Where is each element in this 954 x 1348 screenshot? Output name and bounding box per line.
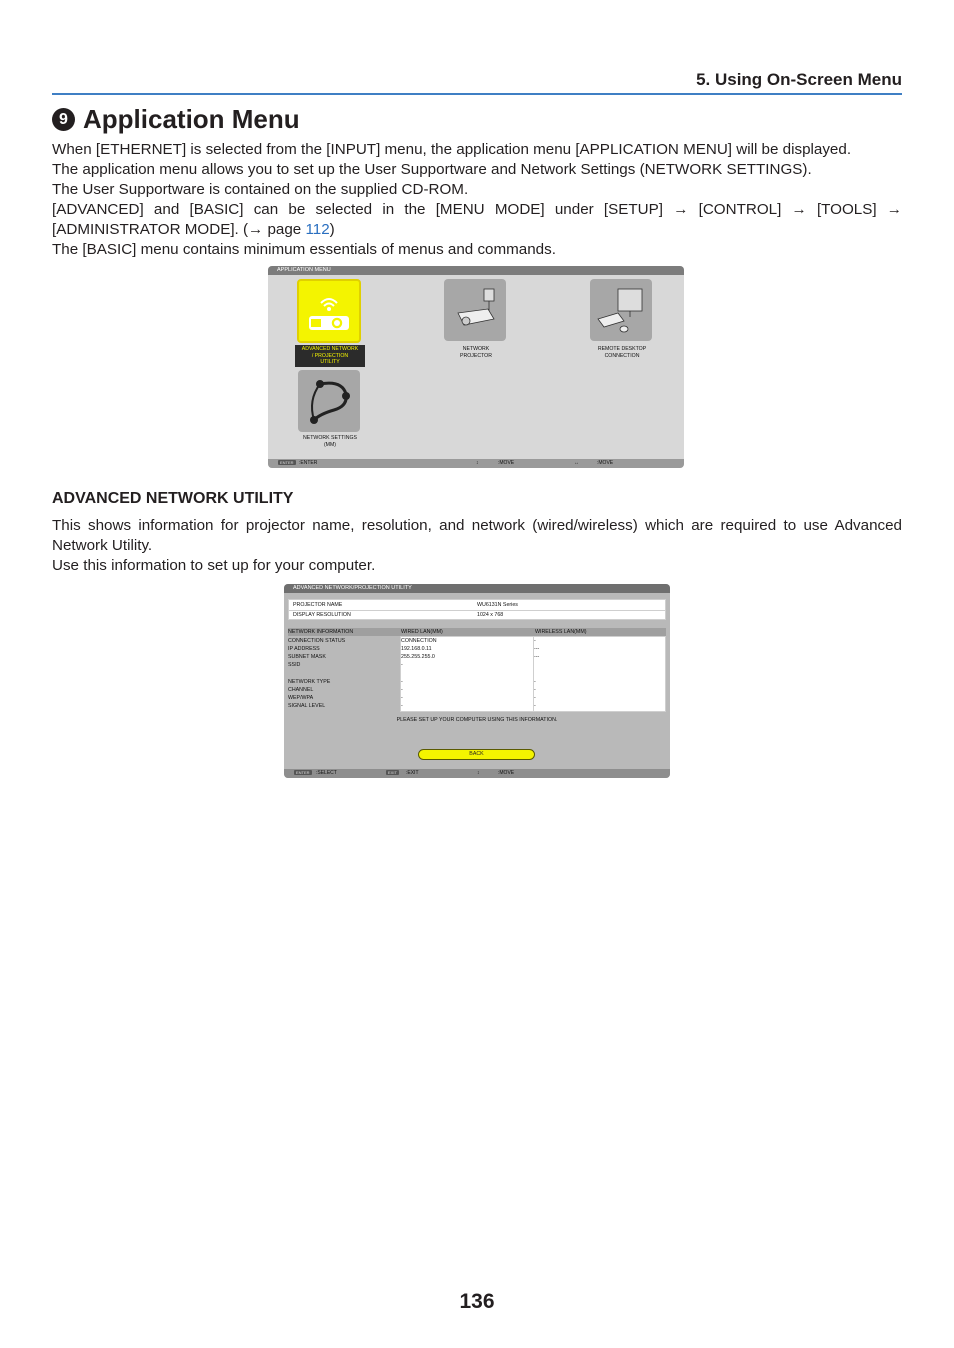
label-line: CONNECTION [604,352,640,359]
app-menu-footer [268,459,684,468]
row-label: CHANNEL [288,687,314,693]
intro-p1: When [ETHERNET] is selected from the [INPUT] menu, the application menu [APPLICATION MENU] will be displayed. [52,141,852,158]
row-wireless: - [534,695,536,701]
network-projector-tile[interactable] [444,279,506,341]
projector-name-value: WU6131N Series [477,602,518,608]
chapter-heading: 5. Using On-Screen Menu [696,70,902,89]
intro-p4-end: ) [329,221,335,238]
page-number: 136 [459,1290,495,1313]
label-line: NETWORK [462,346,490,352]
app-menu-title: APPLICATION MENU [268,266,684,275]
body2-p2: Use this information to set up for your computer. [52,557,376,574]
row-wired: 255.255.255.0 [401,654,435,660]
network-projector-label [431,346,521,359]
row-label: WEP/WPA [288,695,314,701]
table-header: NETWORK INFORMATION [288,629,354,635]
body2-p1: This shows information for projector name, resolution, and network (wired/wireless) which are required to use Advanced Network Utility. [52,517,902,554]
footer-select: :SELECT [316,770,337,776]
row-wireless: --- [534,646,540,652]
advanced-network-utility-label [295,345,365,367]
intro-p2: The application menu allows you to set up the User Supportware and Network Settings (NETWORK SETTINGS). [52,161,812,178]
network-settings-label [285,435,375,448]
remote-desktop-label [577,346,667,359]
label-line: ADVANCED NETWORK [301,346,359,352]
row-wireless: - [534,687,536,693]
remote-desktop-icon [590,279,652,341]
enter-key-icon: ENTER [280,460,294,466]
intro-p4-text: [ADVANCED] and [BASIC] can be selected in the [MENU MODE] under [SETUP] → [CONTROL] → [TOOLS] → [ADMINISTRATOR MODE]. (→ page [52,201,902,238]
wireless-column [533,636,666,712]
label-line: PROJECTOR [460,352,492,359]
label-line: UTILITY [320,359,340,365]
row-wired: - [401,695,403,701]
setup-notice: PLEASE SET UP YOUR COMPUTER USING THIS INFORMATION. [396,717,558,723]
row-label: IP ADDRESS [288,646,320,652]
utility-screenshot [284,584,670,778]
projector-info-box [288,599,666,620]
row-label: SUBNET MASK [288,654,326,660]
row-wired: - [401,703,403,709]
row-label: CONNECTION STATUS [288,638,346,644]
label-line: REMOTE DESKTOP [597,346,647,352]
table-header-row [288,628,666,636]
label-line: NETWORK SETTINGS [303,435,357,441]
row-label: SIGNAL LEVEL [288,703,326,709]
network-projector-icon [444,279,506,341]
row-wireless: - [534,638,536,644]
row-wired: - [401,687,403,693]
row-label: SSID [288,662,301,668]
exit-key-icon: EXIT [388,770,397,776]
updown-arrow-icon: ↕ [476,460,479,466]
intro-p3: The User Supportware is contained on the supplied CD-ROM. [52,181,469,198]
footer-move-2: :MOVE [597,460,614,466]
projector-wireless-icon [299,281,359,341]
section-heading [52,104,300,135]
table-header: WIRED LAN(MM) [401,629,443,635]
leftright-arrow-icon: ↔ [574,460,579,466]
section-number-badge: 9 [52,108,75,131]
projector-name-label: PROJECTOR NAME [293,602,343,608]
utility-title: ADVANCED NETWORK/PROJECTION UTILITY [284,584,670,593]
table-header: WIRELESS LAN(MM) [535,629,587,635]
row-wireless: - [534,703,536,709]
back-button[interactable]: BACK [418,749,535,760]
utility-footer [284,769,670,778]
footer-enter: :ENTER [299,460,318,466]
row-wired: - [401,662,403,668]
application-menu-screenshot [268,266,684,468]
intro-p4 [52,200,902,240]
display-resolution-label: DISPLAY RESOLUTION [293,612,351,618]
page-link[interactable]: 112 [305,221,330,238]
row-wired: 192.168.0.11 [401,646,432,652]
network-settings-tile[interactable] [298,370,360,432]
header-rule [52,93,902,95]
remote-desktop-tile[interactable] [590,279,652,341]
label-line: / PROJECTION [311,352,349,359]
body2-text [52,516,902,576]
advanced-network-utility-tile[interactable] [297,279,361,343]
footer-move-1: :MOVE [498,460,515,466]
row-wired: - [401,679,403,685]
footer-exit: :EXIT [406,770,419,776]
updown-arrow-icon: ↕ [477,770,480,776]
enter-key-icon: ENTER [296,770,310,776]
section-title: Application Menu [83,104,300,134]
row-wireless: --- [534,654,540,660]
intro-text [52,140,902,260]
subsection-heading: ADVANCED NETWORK UTILITY [52,490,294,507]
footer-move: :MOVE [498,770,515,776]
row-label: NETWORK TYPE [288,679,331,685]
row-wireless: - [534,679,536,685]
network-settings-icon [298,370,360,432]
intro-p5: The [BASIC] menu contains minimum essentials of menus and commands. [52,241,556,258]
row-wired: CONNECTION [401,638,437,644]
label-line: (MM) [323,441,337,448]
display-resolution-value: 1024 x 768 [477,612,504,618]
